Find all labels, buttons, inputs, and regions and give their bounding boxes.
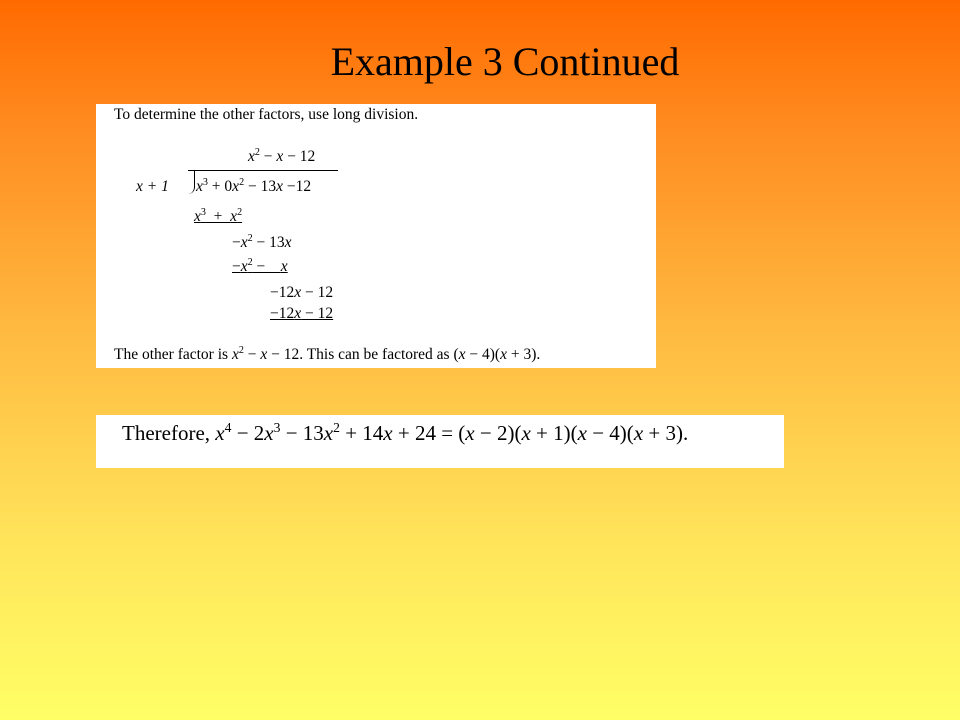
result-panel — [96, 415, 784, 468]
divisor: x + 1 — [136, 178, 169, 195]
dividend: $x^3 + 0x^2 - 13x -12$ — [196, 176, 312, 195]
conclusion-text: The other factor is $x^2 - x - 12$. This can be factored as (x − 4)(x + 3). — [114, 344, 541, 363]
division-step-3: $-x^2$ − x — [232, 256, 288, 275]
result-text: Therefore, $x^4 - 2x^3 - 13x^2 + 14x + 24 = (x - 2)(x + 1)(x - 4)(x + 3)$. — [122, 420, 689, 445]
intro-text: To determine the other factors, use long division. — [114, 106, 419, 123]
division-step-1: $x^3 + x^2$ — [194, 206, 243, 225]
division-step-5: −12x − 12 — [270, 305, 334, 322]
long-division-panel — [96, 104, 656, 368]
slide-title: Example 3 Continued — [330, 39, 680, 84]
quotient: $x^2 - x - 12$ — [248, 146, 316, 165]
division-step-2: $-x^2 - 13x$ — [232, 232, 292, 251]
division-bracket-curve — [188, 170, 195, 194]
division-step-4: −12x − 12 — [270, 284, 334, 301]
